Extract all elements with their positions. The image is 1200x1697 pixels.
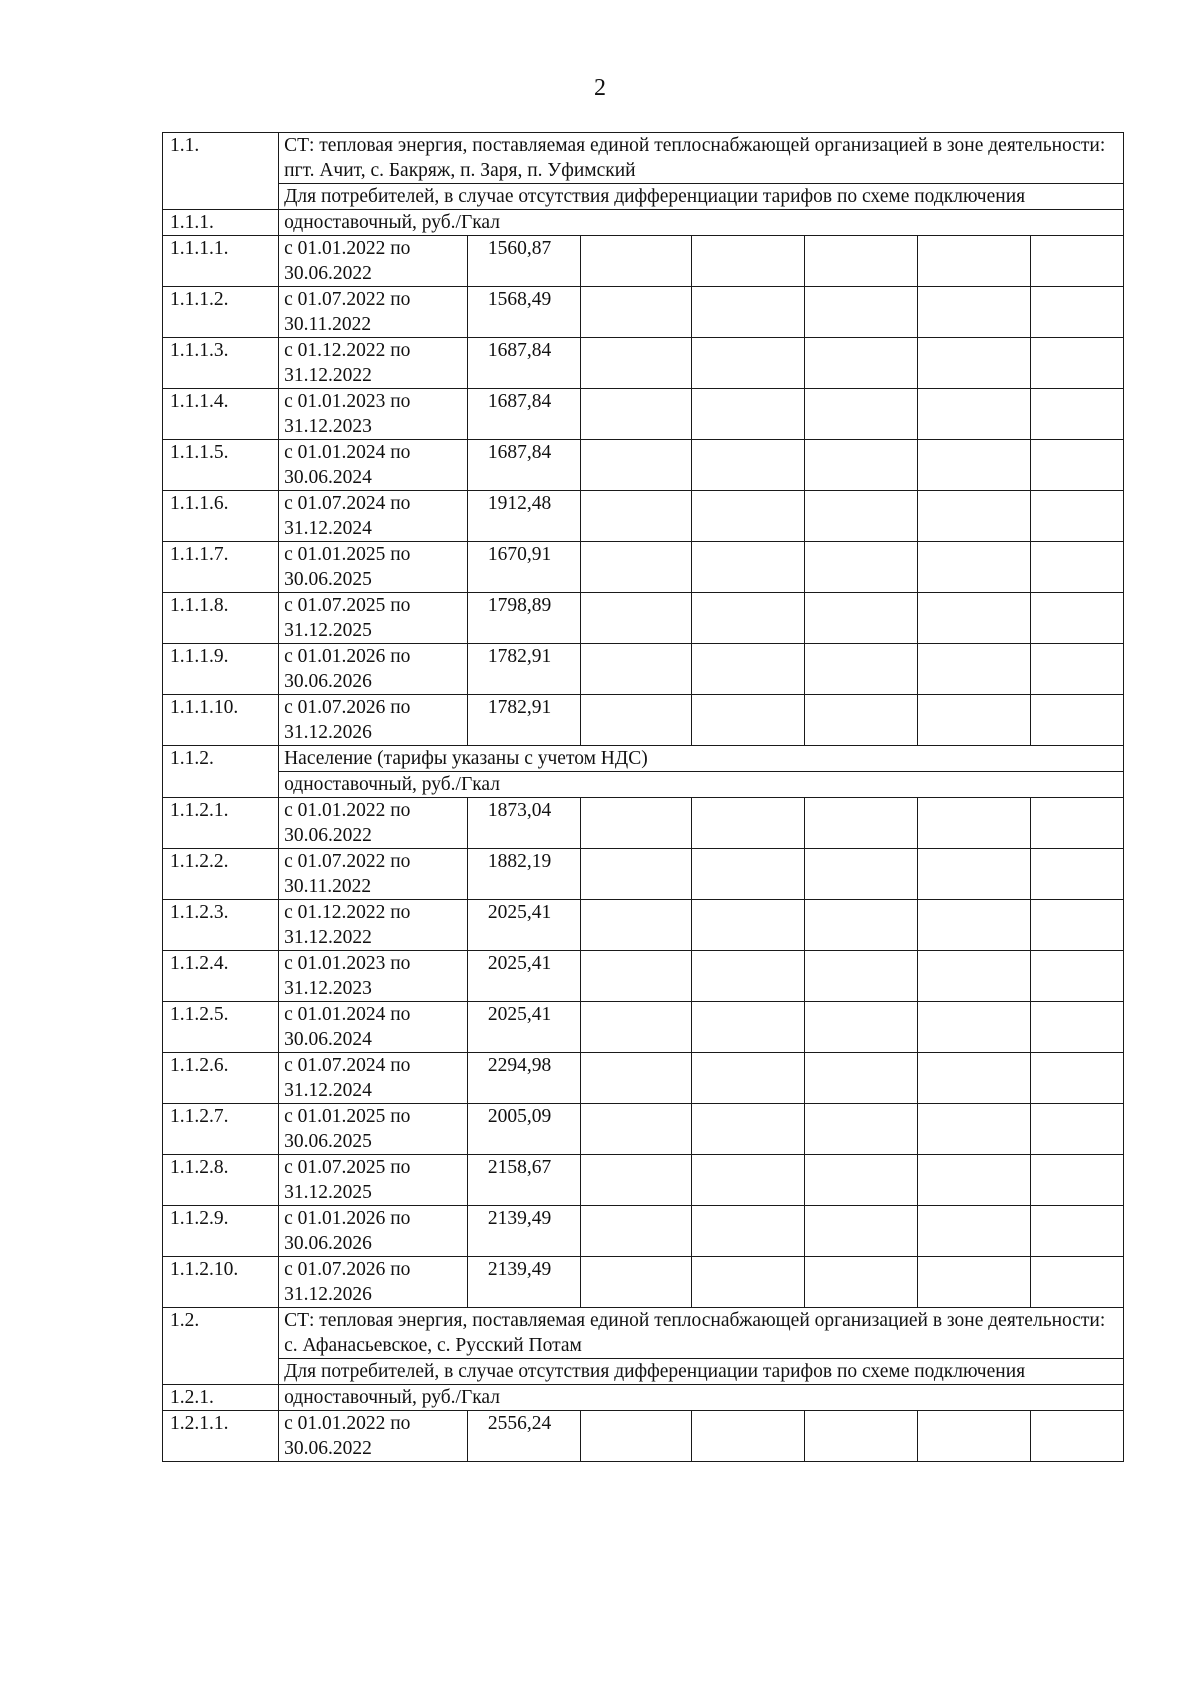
row-value: 1568,49 bbox=[467, 287, 580, 338]
table-row bbox=[163, 1053, 1124, 1104]
empty-cell bbox=[918, 440, 1031, 491]
empty-cell bbox=[804, 1155, 917, 1206]
row-period: с 01.01.2026 по 30.06.2026 bbox=[279, 644, 468, 695]
row-number: 1.1.2.4. bbox=[163, 951, 279, 1002]
empty-cell bbox=[918, 695, 1031, 746]
empty-cell bbox=[1031, 1053, 1124, 1104]
empty-cell bbox=[804, 900, 917, 951]
empty-cell bbox=[918, 338, 1031, 389]
empty-cell bbox=[691, 1257, 804, 1308]
empty-cell bbox=[804, 542, 917, 593]
empty-cell bbox=[918, 491, 1031, 542]
table-row bbox=[163, 389, 1124, 440]
tariff-type: одноставочный, руб./Гкал bbox=[279, 210, 1124, 236]
row-number: 1.1.1.8. bbox=[163, 593, 279, 644]
empty-cell bbox=[580, 900, 691, 951]
section-number: 1.2. bbox=[163, 1308, 279, 1385]
row-value: 2025,41 bbox=[467, 951, 580, 1002]
empty-cell bbox=[1031, 900, 1124, 951]
table-row bbox=[163, 951, 1124, 1002]
empty-cell bbox=[804, 236, 917, 287]
empty-cell bbox=[804, 440, 917, 491]
empty-cell bbox=[580, 236, 691, 287]
empty-cell bbox=[580, 1257, 691, 1308]
empty-cell bbox=[1031, 287, 1124, 338]
empty-cell bbox=[580, 287, 691, 338]
empty-cell bbox=[918, 287, 1031, 338]
empty-cell bbox=[580, 440, 691, 491]
empty-cell bbox=[691, 1411, 804, 1462]
empty-cell bbox=[804, 644, 917, 695]
empty-cell bbox=[691, 798, 804, 849]
empty-cell bbox=[580, 1206, 691, 1257]
row-period: с 01.07.2024 по 31.12.2024 bbox=[279, 491, 468, 542]
empty-cell bbox=[580, 593, 691, 644]
table-row bbox=[163, 849, 1124, 900]
group-header-row bbox=[163, 1385, 1124, 1411]
table-row bbox=[163, 1002, 1124, 1053]
row-period: с 01.12.2022 по 31.12.2022 bbox=[279, 900, 468, 951]
empty-cell bbox=[918, 1206, 1031, 1257]
row-period: с 01.01.2024 по 30.06.2024 bbox=[279, 440, 468, 491]
empty-cell bbox=[691, 951, 804, 1002]
empty-cell bbox=[691, 1206, 804, 1257]
section-title: СТ: тепловая энергия, поставляемая единой теплоснабжающей организацией в зоне деятельности: с. Афанасьевское, с. Русский Потам bbox=[279, 1308, 1124, 1359]
section-title: СТ: тепловая энергия, поставляемая единой теплоснабжающей организацией в зоне деятельности: пгт. Ачит, с. Бакряж, п. Заря, п. Уфимский bbox=[279, 133, 1124, 184]
row-period: с 01.07.2026 по 31.12.2026 bbox=[279, 695, 468, 746]
row-number: 1.1.2.7. bbox=[163, 1104, 279, 1155]
empty-cell bbox=[918, 900, 1031, 951]
empty-cell bbox=[1031, 542, 1124, 593]
empty-cell bbox=[804, 798, 917, 849]
table-row bbox=[163, 695, 1124, 746]
table-row bbox=[163, 338, 1124, 389]
group-header-row bbox=[163, 210, 1124, 236]
empty-cell bbox=[1031, 695, 1124, 746]
row-period: с 01.12.2022 по 31.12.2022 bbox=[279, 338, 468, 389]
empty-cell bbox=[804, 951, 917, 1002]
row-period: с 01.07.2024 по 31.12.2024 bbox=[279, 1053, 468, 1104]
table-row bbox=[163, 798, 1124, 849]
empty-cell bbox=[691, 849, 804, 900]
empty-cell bbox=[804, 1257, 917, 1308]
tariff-table bbox=[162, 132, 1124, 1462]
page-number: 2 bbox=[594, 75, 606, 101]
empty-cell bbox=[691, 593, 804, 644]
empty-cell bbox=[918, 1053, 1031, 1104]
section-subtitle: Для потребителей, в случае отсутствия дифференциации тарифов по схеме подключения bbox=[279, 184, 1124, 210]
empty-cell bbox=[691, 900, 804, 951]
row-number: 1.1.1.2. bbox=[163, 287, 279, 338]
empty-cell bbox=[804, 287, 917, 338]
row-period: с 01.01.2023 по 31.12.2023 bbox=[279, 951, 468, 1002]
row-number: 1.1.1.1. bbox=[163, 236, 279, 287]
empty-cell bbox=[691, 695, 804, 746]
empty-cell bbox=[918, 542, 1031, 593]
empty-cell bbox=[580, 1155, 691, 1206]
row-number: 1.1.1.3. bbox=[163, 338, 279, 389]
row-period: с 01.07.2026 по 31.12.2026 bbox=[279, 1257, 468, 1308]
row-period: с 01.01.2026 по 30.06.2026 bbox=[279, 1206, 468, 1257]
section-subtitle-row bbox=[163, 184, 1124, 210]
empty-cell bbox=[804, 849, 917, 900]
row-value: 2556,24 bbox=[467, 1411, 580, 1462]
row-value: 1670,91 bbox=[467, 542, 580, 593]
row-value: 2139,49 bbox=[467, 1206, 580, 1257]
section-header-row bbox=[163, 1308, 1124, 1359]
row-number: 1.2.1.1. bbox=[163, 1411, 279, 1462]
table-row bbox=[163, 900, 1124, 951]
empty-cell bbox=[804, 389, 917, 440]
row-value: 2025,41 bbox=[467, 1002, 580, 1053]
row-value: 1782,91 bbox=[467, 644, 580, 695]
row-value: 1782,91 bbox=[467, 695, 580, 746]
empty-cell bbox=[691, 236, 804, 287]
empty-cell bbox=[804, 1206, 917, 1257]
row-period: с 01.07.2025 по 31.12.2025 bbox=[279, 1155, 468, 1206]
row-period: с 01.07.2025 по 31.12.2025 bbox=[279, 593, 468, 644]
empty-cell bbox=[1031, 644, 1124, 695]
row-value: 1873,04 bbox=[467, 798, 580, 849]
empty-cell bbox=[918, 849, 1031, 900]
empty-cell bbox=[691, 338, 804, 389]
empty-cell bbox=[580, 849, 691, 900]
tariff-type: одноставочный, руб./Гкал bbox=[279, 772, 1124, 798]
table-row bbox=[163, 1155, 1124, 1206]
table-row bbox=[163, 542, 1124, 593]
row-period: с 01.01.2022 по 30.06.2022 bbox=[279, 798, 468, 849]
row-value: 2139,49 bbox=[467, 1257, 580, 1308]
empty-cell bbox=[804, 695, 917, 746]
table-row bbox=[163, 644, 1124, 695]
row-value: 1912,48 bbox=[467, 491, 580, 542]
row-number: 1.1.2.10. bbox=[163, 1257, 279, 1308]
row-period: с 01.01.2024 по 30.06.2024 bbox=[279, 1002, 468, 1053]
empty-cell bbox=[1031, 1002, 1124, 1053]
row-value: 2158,67 bbox=[467, 1155, 580, 1206]
tariff-type-row bbox=[163, 772, 1124, 798]
empty-cell bbox=[918, 1104, 1031, 1155]
group-number: 1.1.2. bbox=[163, 746, 279, 798]
empty-cell bbox=[804, 338, 917, 389]
empty-cell bbox=[1031, 389, 1124, 440]
empty-cell bbox=[918, 389, 1031, 440]
empty-cell bbox=[918, 1411, 1031, 1462]
empty-cell bbox=[691, 1155, 804, 1206]
empty-cell bbox=[1031, 593, 1124, 644]
empty-cell bbox=[1031, 491, 1124, 542]
empty-cell bbox=[580, 695, 691, 746]
section-number: 1.1. bbox=[163, 133, 279, 210]
empty-cell bbox=[918, 236, 1031, 287]
empty-cell bbox=[580, 798, 691, 849]
empty-cell bbox=[1031, 440, 1124, 491]
group-number: 1.1.1. bbox=[163, 210, 279, 236]
row-period: с 01.01.2025 по 30.06.2025 bbox=[279, 1104, 468, 1155]
row-value: 2294,98 bbox=[467, 1053, 580, 1104]
empty-cell bbox=[1031, 338, 1124, 389]
empty-cell bbox=[918, 1155, 1031, 1206]
empty-cell bbox=[691, 440, 804, 491]
empty-cell bbox=[580, 1053, 691, 1104]
group-number: 1.2.1. bbox=[163, 1385, 279, 1411]
table-row bbox=[163, 236, 1124, 287]
row-number: 1.1.2.3. bbox=[163, 900, 279, 951]
row-period: с 01.01.2022 по 30.06.2022 bbox=[279, 236, 468, 287]
row-number: 1.1.1.5. bbox=[163, 440, 279, 491]
empty-cell bbox=[691, 1104, 804, 1155]
empty-cell bbox=[804, 593, 917, 644]
row-number: 1.1.2.1. bbox=[163, 798, 279, 849]
empty-cell bbox=[918, 644, 1031, 695]
empty-cell bbox=[691, 644, 804, 695]
section-subtitle-row bbox=[163, 1359, 1124, 1385]
empty-cell bbox=[1031, 951, 1124, 1002]
row-period: с 01.01.2022 по 30.06.2022 bbox=[279, 1411, 468, 1462]
empty-cell bbox=[580, 951, 691, 1002]
row-number: 1.1.2.9. bbox=[163, 1206, 279, 1257]
row-number: 1.1.1.4. bbox=[163, 389, 279, 440]
empty-cell bbox=[804, 1411, 917, 1462]
empty-cell bbox=[580, 491, 691, 542]
empty-cell bbox=[804, 1002, 917, 1053]
row-number: 1.1.1.9. bbox=[163, 644, 279, 695]
empty-cell bbox=[1031, 236, 1124, 287]
row-number: 1.1.1.7. bbox=[163, 542, 279, 593]
empty-cell bbox=[1031, 1411, 1124, 1462]
empty-cell bbox=[580, 1411, 691, 1462]
table-row bbox=[163, 491, 1124, 542]
empty-cell bbox=[918, 798, 1031, 849]
empty-cell bbox=[580, 1002, 691, 1053]
empty-cell bbox=[1031, 1257, 1124, 1308]
empty-cell bbox=[918, 1002, 1031, 1053]
empty-cell bbox=[1031, 1104, 1124, 1155]
row-period: с 01.01.2023 по 31.12.2023 bbox=[279, 389, 468, 440]
empty-cell bbox=[580, 644, 691, 695]
section-header-row bbox=[163, 133, 1124, 184]
empty-cell bbox=[691, 1002, 804, 1053]
empty-cell bbox=[1031, 1206, 1124, 1257]
empty-cell bbox=[1031, 849, 1124, 900]
row-period: с 01.07.2022 по 30.11.2022 bbox=[279, 287, 468, 338]
empty-cell bbox=[580, 389, 691, 440]
empty-cell bbox=[1031, 1155, 1124, 1206]
empty-cell bbox=[918, 1257, 1031, 1308]
group-heading: Население (тарифы указаны с учетом НДС) bbox=[279, 746, 1124, 772]
table-row bbox=[163, 1206, 1124, 1257]
row-number: 1.1.1.10. bbox=[163, 695, 279, 746]
row-value: 1882,19 bbox=[467, 849, 580, 900]
row-value: 2005,09 bbox=[467, 1104, 580, 1155]
table-row bbox=[163, 287, 1124, 338]
row-value: 1798,89 bbox=[467, 593, 580, 644]
empty-cell bbox=[691, 1053, 804, 1104]
empty-cell bbox=[804, 491, 917, 542]
row-value: 1687,84 bbox=[467, 440, 580, 491]
empty-cell bbox=[804, 1104, 917, 1155]
empty-cell bbox=[691, 542, 804, 593]
table-row bbox=[163, 593, 1124, 644]
empty-cell bbox=[580, 338, 691, 389]
row-value: 1687,84 bbox=[467, 338, 580, 389]
row-value: 1687,84 bbox=[467, 389, 580, 440]
empty-cell bbox=[918, 593, 1031, 644]
row-number: 1.1.2.2. bbox=[163, 849, 279, 900]
table-row bbox=[163, 1104, 1124, 1155]
row-value: 2025,41 bbox=[467, 900, 580, 951]
empty-cell bbox=[691, 389, 804, 440]
tariff-type: одноставочный, руб./Гкал bbox=[279, 1385, 1124, 1411]
row-value: 1560,87 bbox=[467, 236, 580, 287]
row-number: 1.1.1.6. bbox=[163, 491, 279, 542]
section-subtitle: Для потребителей, в случае отсутствия дифференциации тарифов по схеме подключения bbox=[279, 1359, 1124, 1385]
table-row bbox=[163, 1411, 1124, 1462]
table-row bbox=[163, 440, 1124, 491]
row-period: с 01.01.2025 по 30.06.2025 bbox=[279, 542, 468, 593]
empty-cell bbox=[580, 542, 691, 593]
empty-cell bbox=[691, 491, 804, 542]
empty-cell bbox=[918, 951, 1031, 1002]
group-header-row bbox=[163, 746, 1124, 772]
row-period: с 01.07.2022 по 30.11.2022 bbox=[279, 849, 468, 900]
table-row bbox=[163, 1257, 1124, 1308]
empty-cell bbox=[580, 1104, 691, 1155]
empty-cell bbox=[691, 287, 804, 338]
empty-cell bbox=[1031, 798, 1124, 849]
empty-cell bbox=[804, 1053, 917, 1104]
row-number: 1.1.2.5. bbox=[163, 1002, 279, 1053]
row-number: 1.1.2.6. bbox=[163, 1053, 279, 1104]
row-number: 1.1.2.8. bbox=[163, 1155, 279, 1206]
